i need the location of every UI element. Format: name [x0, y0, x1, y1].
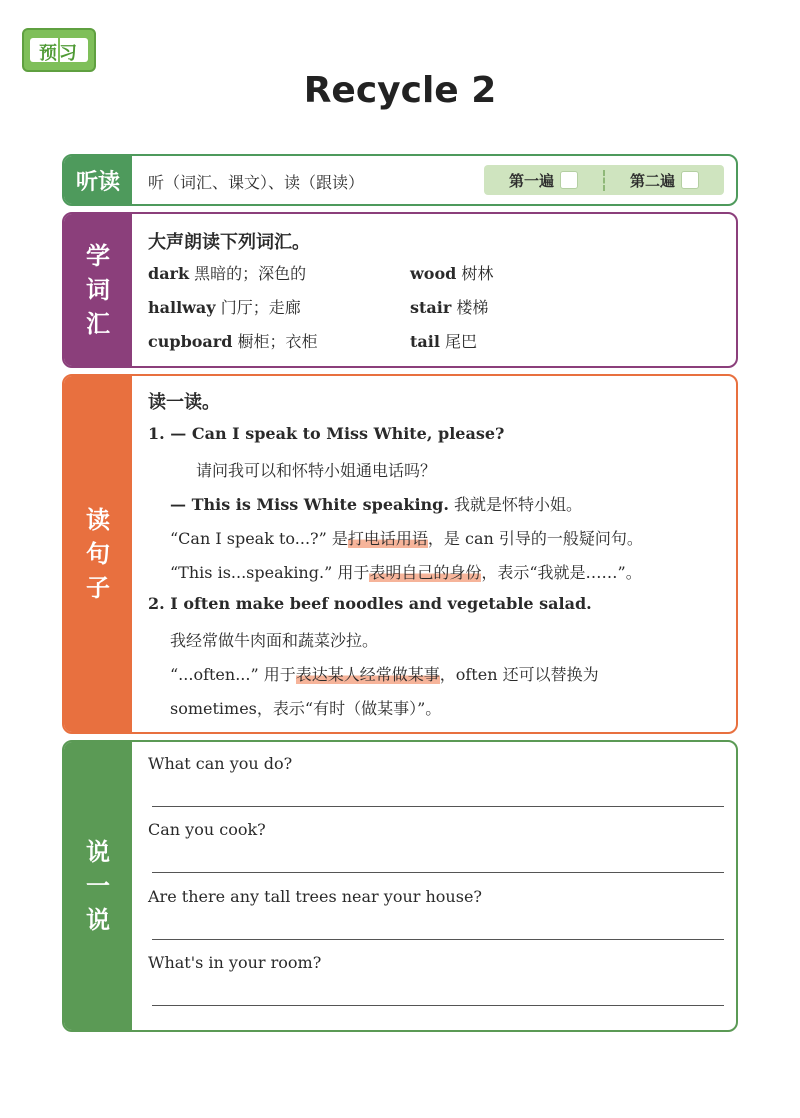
note-2: [170, 560, 642, 583]
note-2-text: “This is...speaking.” 用于: [170, 563, 370, 582]
vocab-tag-char: 词: [86, 276, 110, 304]
vocab-item: [148, 261, 306, 284]
vocab-item: [410, 295, 488, 318]
pass-second-checkbox[interactable]: [681, 171, 699, 189]
speaking-question: Can you cook?: [148, 820, 266, 839]
listen-section: [62, 154, 738, 206]
answer-line[interactable]: [152, 939, 724, 940]
speaking-tag-char: 说: [86, 838, 110, 866]
sentence-1-question-cn: 请问我可以和怀特小姐通电话吗？: [196, 461, 437, 480]
preview-badge: [22, 28, 96, 72]
vocab-item: [410, 329, 477, 352]
speaking-question: What can you do?: [148, 754, 293, 773]
note-2-text-end: ，表示“我就是……”。: [481, 563, 642, 582]
vocab-word: hallway: [148, 298, 216, 317]
pass-tracker: [484, 165, 724, 195]
sentence-2: 2. I often make beef noodles and vegetable salad.: [148, 594, 592, 613]
vocab-meaning: 树林: [461, 264, 494, 283]
vocab-item: [148, 295, 301, 318]
vocab-word: wood: [410, 264, 457, 283]
note-3: [170, 662, 599, 685]
note-3-continued: sometimes，表示“有时（做某事）”。: [170, 699, 442, 718]
vocab-word: cupboard: [148, 332, 233, 351]
sentence-2-cn: 我经常做牛肉面和蔬菜沙拉。: [170, 631, 379, 650]
sentence-1-answer-cn: 我就是怀特小姐。: [454, 495, 583, 514]
sentence-1-answer: — This is Miss White speaking.: [170, 495, 449, 514]
note-3-highlight: 表达某人经常做某事: [295, 665, 440, 684]
note-3-text-end: ，often 还可以替换为: [439, 665, 599, 684]
vocab-section: [62, 212, 738, 368]
sentence-1-question: 1. — Can I speak to Miss White, please?: [148, 424, 505, 443]
note-2-highlight: 表明自己的身份: [369, 563, 482, 582]
sentences-tag-char: 读: [86, 506, 110, 534]
page-title: Recycle 2: [303, 70, 497, 111]
note-3-text: “...often...” 用于: [170, 665, 296, 684]
speaking-question: Are there any tall trees near your house?: [148, 887, 482, 906]
pass-second: [603, 170, 724, 191]
vocab-meaning: 门厅；走廊: [220, 298, 301, 317]
answer-line[interactable]: [152, 1005, 724, 1006]
vocab-meaning: 尾巴: [445, 332, 478, 351]
vocab-tag: [64, 214, 132, 366]
vocab-meaning: 黑暗的；深色的: [194, 264, 307, 283]
vocab-word: tail: [410, 332, 440, 351]
speaking-section: [62, 740, 738, 1032]
note-1-highlight: 打电话用语: [347, 529, 428, 548]
listen-instruction: 听（词汇、课文）、读（跟读）: [148, 173, 365, 192]
vocab-word: stair: [410, 298, 452, 317]
answer-line[interactable]: [152, 806, 724, 807]
vocab-meaning: 橱柜；衣柜: [237, 332, 318, 351]
vocab-tag-char: 学: [86, 242, 110, 270]
vocab-meaning: 楼梯: [456, 298, 489, 317]
sentence-1-answer-line: [170, 492, 582, 515]
vocab-tag-char: 汇: [86, 310, 110, 338]
speaking-question: What's in your room?: [148, 953, 322, 972]
pass-first-label: 第一遍: [508, 171, 554, 190]
note-1-text-end: ，是 can 引导的一般疑问句。: [427, 529, 643, 548]
listen-tag: 听读: [64, 156, 132, 204]
vocab-item: [410, 261, 493, 284]
note-1-text: “Can I speak to...?” 是: [170, 529, 348, 548]
sentences-tag: [64, 376, 132, 732]
vocab-item: [148, 329, 318, 352]
speaking-tag-char: 说: [86, 906, 110, 934]
badge-label: 预习: [39, 43, 79, 64]
answer-line[interactable]: [152, 872, 724, 873]
pass-first-checkbox[interactable]: [560, 171, 578, 189]
note-1: [170, 526, 643, 549]
speaking-tag-char: 一: [86, 872, 110, 900]
sentences-tag-char: 句: [86, 540, 110, 568]
vocab-word: dark: [148, 264, 190, 283]
speaking-tag: [64, 742, 132, 1030]
sentences-tag-char: 子: [86, 574, 110, 602]
pass-first: [484, 170, 603, 191]
vocab-heading: 大声朗读下列词汇。: [148, 232, 310, 253]
pass-second-label: 第二遍: [629, 171, 675, 190]
sentences-section: [62, 374, 738, 734]
sentences-heading: 读一读。: [148, 392, 220, 413]
